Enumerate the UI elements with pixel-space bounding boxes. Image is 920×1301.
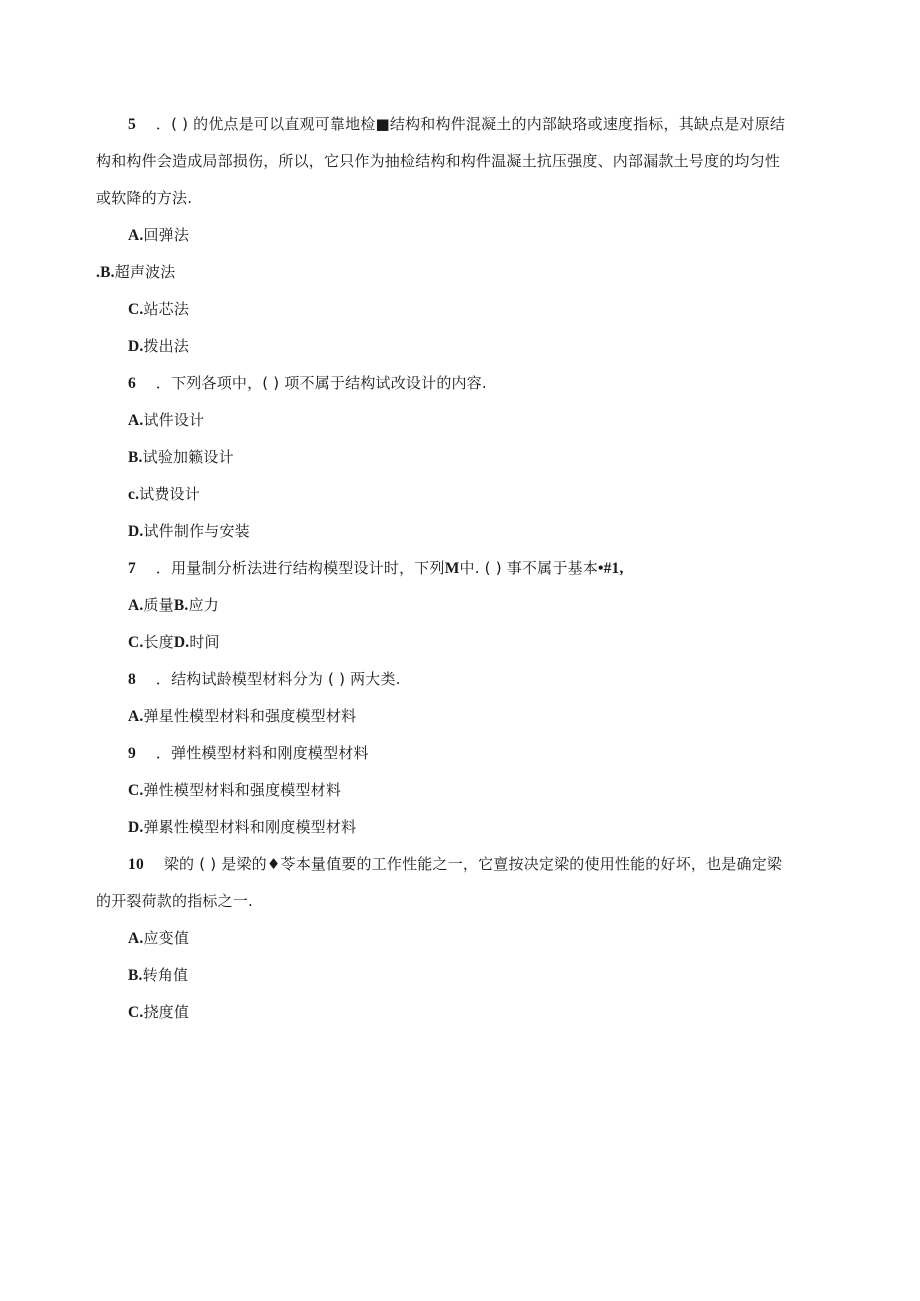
option-d [128, 521, 250, 542]
question-text: ．下列各项中，( ) 项不属于结构试改设计的内容. [155, 374, 487, 392]
option-text: 弹累性模型材料和刚度模型材料 [143, 818, 357, 836]
question-5-line-2: 构和构件会造成局部损伤，所以，它只作为抽检结构和构件温凝土抗压强度、内部漏款土号度的均匀性 [96, 152, 781, 170]
option-text: 试件设计 [143, 411, 205, 429]
question-number: 5 [128, 116, 136, 133]
option-letter: C. [128, 1004, 144, 1021]
option-text: 试件制作与安装 [143, 522, 250, 540]
question-text: 梁的 ( ) 是梁的♦苓本量值要的工作性能之一，它亶按决定梁的使用性能的好坏，也是确定梁 [163, 855, 783, 873]
option-letter: c. [128, 486, 140, 503]
option-b [96, 262, 176, 283]
question-number: 10 [128, 856, 144, 873]
option-c [128, 484, 200, 505]
option-b [128, 965, 188, 986]
option-letter: D. [128, 523, 144, 540]
option-text: 回弹法 [143, 226, 190, 244]
option-text: 试验加籁设计 [142, 448, 234, 466]
option-text: 试费设计 [139, 485, 200, 503]
option-letter: B. [128, 449, 143, 466]
option-letter: A. [128, 708, 144, 725]
option-text: 长度 [143, 633, 174, 651]
option-letter: C. [128, 301, 144, 318]
option-letter: A. [128, 412, 144, 429]
question-7-line-1 [128, 558, 624, 579]
option-letter: B. [173, 597, 189, 614]
option-letter: D. [128, 819, 144, 836]
option-d [128, 817, 356, 838]
option-text: 转角值 [142, 966, 189, 984]
question-5-line-1 [128, 114, 785, 135]
option-c [128, 299, 189, 320]
option-c [128, 780, 341, 801]
question-5-line-3: 或软降的方法. [96, 189, 193, 207]
question-text: ．用量制分析法进行结构模型设计时，下列 [155, 559, 445, 577]
option-letter: A. [128, 930, 144, 947]
option-letter: B. [128, 967, 143, 984]
option-letter: A. [128, 597, 144, 614]
option-text: 质量 [143, 596, 174, 614]
option-d [128, 336, 189, 357]
question-text-bold: M [444, 560, 460, 577]
option-letter: A. [128, 227, 144, 244]
option-letter: D. [128, 338, 144, 355]
option-text: 挠度值 [143, 1003, 190, 1021]
option-text: 超声波法 [114, 263, 176, 281]
question-text: ．结构试龄模型材料分为 ( ) 两大类. [155, 670, 401, 688]
question-text: ．弹性模型材料和刚度模型材料 [155, 744, 369, 762]
option-text: 应变值 [143, 929, 190, 947]
option-text: 弹性模型材料和强度模型材料 [143, 781, 342, 799]
option-cd [128, 632, 220, 653]
question-6-line-1 [128, 373, 487, 394]
option-text: 拨出法 [143, 337, 190, 355]
question-10-line-2: 的开裂荷款的指标之一. [96, 892, 253, 910]
option-text: 时间 [189, 633, 220, 651]
question-text: ．( ) 的优点是可以直观可靠地检■结构和构件混凝土的内部缺珞或速度指标，其缺点是对原结 [155, 115, 786, 133]
option-ab [128, 595, 219, 616]
question-9-line-1 [128, 743, 369, 764]
option-a [128, 928, 189, 949]
question-text: 中. ( ) 事不属于基本 [459, 559, 598, 577]
question-number: 7 [128, 560, 136, 577]
option-a [128, 225, 189, 246]
question-number: 9 [128, 745, 136, 762]
option-letter: .B. [96, 264, 115, 281]
question-8-line-1 [128, 669, 401, 690]
option-letter: D. [173, 634, 190, 651]
option-letter: C. [128, 782, 144, 799]
option-letter: C. [128, 634, 144, 651]
question-10-line-1 [128, 854, 782, 875]
option-c [128, 1002, 189, 1023]
question-text-bold: •#1, [597, 560, 624, 577]
question-number: 6 [128, 375, 136, 392]
option-a [128, 706, 356, 727]
option-text: 站芯法 [143, 300, 190, 318]
option-text: 应力 [188, 596, 219, 614]
option-text: 弹星性模型材料和强度模型材料 [143, 707, 357, 725]
question-number: 8 [128, 671, 136, 688]
option-b [128, 447, 234, 468]
option-a [128, 410, 204, 431]
